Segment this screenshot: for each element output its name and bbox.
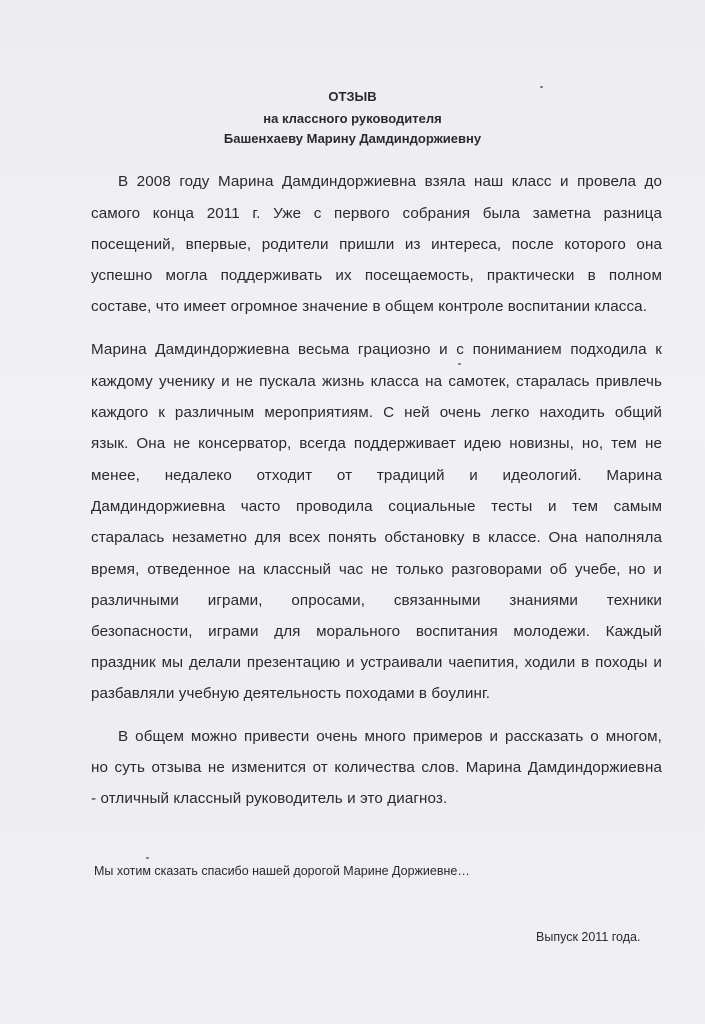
text-line: разбавляли учебную деятельность походами в боулинг. (91, 685, 491, 702)
signature: Выпуск 2011 года. (536, 930, 641, 944)
text-line: Марина Дамдиндоржиевна весьма грациозно и с пониманием подходила к (91, 341, 662, 358)
document-addressee: Башенхаеву Марину Дамдиндоржиевну (223, 131, 482, 146)
text-line: праздник мы делали презентацию и устраивали чаепития, ходили в походы и (91, 654, 662, 671)
text-line: менее, недалеко отходит от традиций и идеологий. Марина (91, 467, 662, 484)
text-line: различными играми, опросами, связанными знаниями техники (91, 592, 662, 609)
text-line: Дамдиндоржиевна часто проводила социальные тесты и тем самым (91, 498, 662, 515)
scan-speck (458, 363, 461, 365)
text-line: время, отведенное на классный час не только разговорами об учебе, но и (91, 561, 662, 578)
text-line: каждого к различным мероприятиям. С ней очень легко находить общий (91, 404, 662, 421)
document-title: ОТЗЫВ (328, 89, 377, 104)
text-line: В 2008 году Марина Дамдиндоржиевна взяла наш класс и провела до (118, 173, 662, 190)
text-line: составе, что имеет огромное значение в общем контроле воспитании класса. (91, 298, 648, 315)
text-line: каждому ученику и не пускала жизнь класса на самотек, старалась привлечь (91, 373, 662, 390)
closing-thanks: Мы хотим сказать спасибо нашей дорогой Марине Доржиевне… (94, 864, 470, 878)
text-line: - отличный классный руководитель и это диагноз. (91, 790, 448, 807)
text-line: посещений, впервые, родители пришли из интереса, после которого она (91, 236, 662, 253)
text-line: успешно могла поддерживать их посещаемость, практически в полном (91, 267, 662, 284)
text-line: но суть отзыва не изменится от количества слов. Марина Дамдиндоржиевна (91, 759, 662, 776)
text-line: В общем можно привести очень много примеров и рассказать о многом, (118, 728, 662, 745)
scan-speck (540, 86, 543, 88)
scan-speck (146, 857, 149, 859)
text-line: самого конца 2011 г. Уже с первого собрания была заметна разница (91, 205, 662, 222)
text-line: безопасности, играми для морального воспитания молодежи. Каждый (91, 623, 662, 640)
text-line: старалась незаметно для всех понять обстановку в классе. Она наполняла (91, 529, 662, 546)
document-subtitle: на классного руководителя (263, 111, 442, 126)
text-line: язык. Она не консерватор, всегда поддерживает идею новизны, но, тем не (91, 435, 662, 452)
